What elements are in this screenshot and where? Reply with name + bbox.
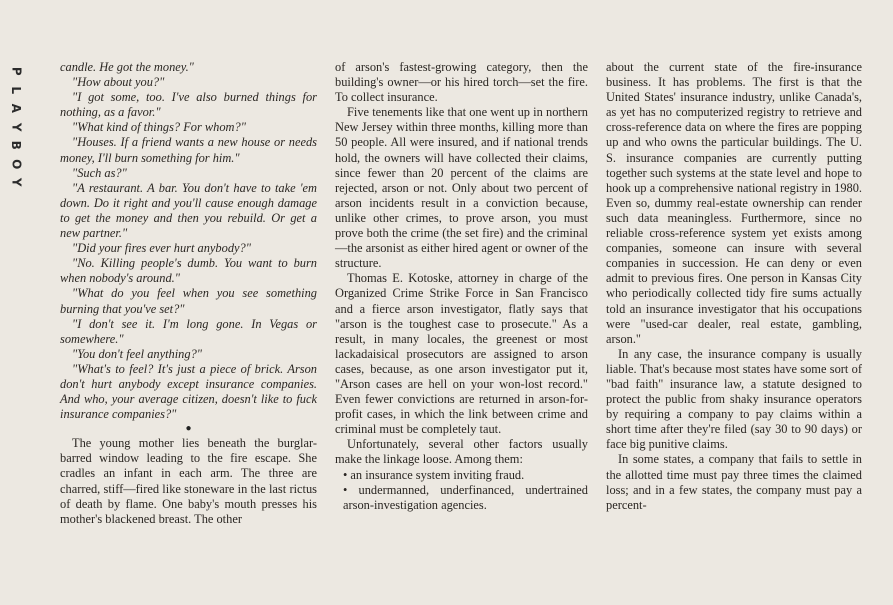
running-head [2, 62, 24, 192]
paragraph: "Did your fires ever hurt anybody?" [72, 241, 251, 256]
paragraph: "A restaurant. A bar. You don't have to take 'em down. Do it right and you'll cause enough damage to get the money and then you rebuild. Or get a new partner." [60, 180, 317, 241]
paragraph: about the current state of the fire-insurance business. It has problems. The first is that the United States' insurance industry, unlike Canada's, as yet has no computerized registry to retrieve and cross-reference data on where the fires are popping up and who owns the particular buildings. The U. S. insurance companies are currently putting together such systems at the state level and hope to hook up a comprehensive national registry in 1980. Even so, dummy real-estate ownership can render such data meaningless. Furthermore, since no reliable cross-reference system yet exists among companies, someone can insure with several companies in succession. He can deny or even admit to previous fires. One person in Kansas City who periodically collected tidy fire sums actually told an insurance investigator that his occupations were "used-car dealer, real estate, gambling, arson." [606, 60, 862, 346]
running-head-letter: L [9, 85, 24, 94]
running-head-letter: B [9, 140, 24, 150]
bullet-item: • undermanned, underfinanced, undertrained arson-investigation agencies. [343, 482, 588, 512]
column-3 [606, 60, 862, 513]
paragraph: In some states, a company that fails to settle in the allotted time must pay three times the claimed loss; and in a few states, the company must pay a percent- [606, 452, 862, 512]
paragraph: Five tenements like that one went up in northern New Jersey within three months, killing more than 50 people. All were insured, and if national trends hold, the owners will have collected their claims, since fewer than 20 percent of the claims are rejected, arson or not. Only about two percent of arson incidents result in a conviction because, unlike other crimes, to prove arson, you must prove both the crime (the set fire) and the criminal—the arsonist as either hired agent or owner of the structure. [335, 105, 588, 271]
running-head-letter: P [9, 66, 24, 76]
running-head-letter: Y [9, 122, 24, 132]
section-break: ● [185, 423, 192, 435]
paragraph: "What's to feel? It's just a piece of brick. Arson don't hurt anybody except insurance companies. And who, your average citizen, doesn't like to fuck insurance companies?" [60, 361, 317, 422]
paragraph: In any case, the insurance company is usually liable. That's because most states have some sort of "bad faith" insurance law, a statute designed to protect the public from shaky insurance operators by requiring a company to pay claims within a short time after they're filed (say 30 to 90 days) or face big punitive claims. [606, 346, 862, 452]
paragraph: "I got some, too. I've also burned things for nothing, as a favor." [60, 90, 317, 120]
paragraph: of arson's fastest-growing category, then the building's owner—or his hired torch—set the fire. To collect insurance. [335, 60, 588, 105]
column-2 [335, 60, 588, 513]
paragraph: candle. He got the money." [60, 60, 194, 74]
column-1 [60, 60, 317, 527]
bullet-item: • an insurance system inviting fraud. [343, 467, 525, 482]
paragraph: The young mother lies beneath the burglar-barred window leading to the fire escape. She cradles an infant in each arm. The three are charred, stiff—fired like stoneware in the last rictus of death by flame. One baby's mouth presses his mother's blackened breast. The other [60, 436, 317, 526]
paragraph: "No. Killing people's dumb. You want to burn when nobody's around." [60, 256, 317, 286]
running-head-letter: O [9, 158, 24, 169]
paragraph: "How about you?" [72, 75, 165, 90]
running-head-letter: A [9, 103, 24, 113]
paragraph: "I don't see it. I'm long gone. In Vegas or somewhere." [60, 316, 317, 346]
running-head-letter: Y [9, 177, 24, 187]
paragraph: Thomas E. Kotoske, attorney in charge of the Organized Crime Strike Force in San Francisco and a fierce arson investigator, flatly says that "arson is the toughest case to prosecute." As a result, in many locales, the greenest or most lackadaisical prosecutors are assigned to arson cases, because, as one arson investigator put it, "Arson cases are hell on your won-lost record." Even fewer convictions are returned in arson-for-profit cases, in which the link between crime and criminal must be completely taut. [335, 271, 588, 437]
paragraph: Unfortunately, several other factors usually make the linkage loose. Among them: [335, 437, 588, 467]
paragraph: "What kind of things? For whom?" [72, 120, 246, 135]
paragraph: "What do you feel when you see something burning that you've set?" [60, 286, 317, 316]
paragraph: "Houses. If a friend wants a new house or needs money, I'll burn something for him." [60, 135, 317, 165]
paragraph: "You don't feel anything?" [72, 346, 202, 361]
paragraph: "Such as?" [72, 165, 127, 180]
